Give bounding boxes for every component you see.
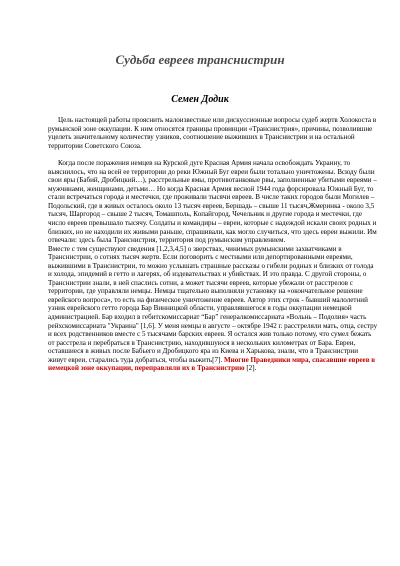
citation-text: [2]. <box>244 364 257 373</box>
highlighted-text: Многие Праведники мира, спасавшие евреев в немецкой зоне оккупации, переправляли их в Транснистрию <box>48 355 376 373</box>
paragraph <box>48 245 378 373</box>
document-title: Судьба евреев транснистрин <box>115 52 285 67</box>
document-body <box>48 116 378 373</box>
paragraph: Цель настоящей работы прояснить малоизвестные или дискуссионные вопросы судеб жертв Холокоста в румынской зоне оккупации. К ним относятся границы провинции «Транснистрия», причины, позволившие уцелеть значительному количеству узников, соотношение выживших в Транснистрии и на остальной территории Советского Союза. <box>48 116 377 150</box>
paragraph: Когда после поражения немцев на Курской дуге Красная Армия начала освобождать Украину, то выяснилось, что на всей ее территории до реки Южный Буг евреи были тотально уничтожены. Всюду были свои яры (Бабий, Дробицкий…), расстрельные ямы, противотанковые рвы, заполненные убитыми евреями – мужчинами, женщинами, детьми… Но когда Красная Армия весной 1944 года форсировала Южный Буг, то стали встречаться города и местечки, где проживали тысячи евреев. В числе таких городов были Могилев – Подольский, где в живых осталось около 13 тысяч евреев, Бершадь – свыше 11 тысяч,Жмеринка - около 3,5 тысяч, Шаргород – свыше 2 тысяч, Томашполь, Копайгород, Чечельник и другие города и местечки, где число евреев превышало тысячу. Солдаты и командиры – евреи, которые с надеждой искали своих родных и близких, но не находили их живыми раньше, спрашивали, как могло случиться, что здесь евреи выжили. Им отвечали: здесь была Транснистрия, территория под румынским управлением. <box>48 159 377 245</box>
author-name: Семен Додик <box>171 94 229 105</box>
paragraph-text: Вместе с тем существуют сведения [1,2,3,4,5] о зверствах, чинимых румынскими захватчиками в Транснистрии, о сотнях тысяч жертв. Если поговорить с местными или депортированными евреями, выжившими в Транснистрии, то можно услышать страшные рассказы о гибели родных и близких от голода и холода, эпидемий в гетто и лагерях, об издевательствах и убийствах. И это правда. С другой стороны, о Транснистрии знали, в ней спаслись сотни, а может тысячи евреев, которые убежали от расстрелов с территории, где управляли немцы. Немцы тщательно выполняли установку на «окончательное решение еврейского вопроса», то есть на физическое уничтожение евреев. Автор этих строк - бывший малолетний узник еврейского гетто города Бар Винницкой области, управлявшегося в годы оккупации немецкой администрацией. Бар входил в гебитскомиссариат “Бар” генералкомиссариата «Вольнь – Подолия» часть рейхскомиссариата "Украина" [1,6]. У меня немцы в августе – октябре 1942 г. расстреляли мать, отца, сестру и всех родственников вместе с 5 тысячами барских евреев. Я остался жив только потому, что сумел бежать от расстрела и перебраться в Транснистрию, находившуюся в нескольких километрах от Бара. Евреи, оставшиеся в живых после Бабьего и Дробицкого яра из Киева и Харькова, знали, что в Транснистрии живут евреи, старались туда добраться, чтобы выжить[7]. <box>48 244 378 364</box>
